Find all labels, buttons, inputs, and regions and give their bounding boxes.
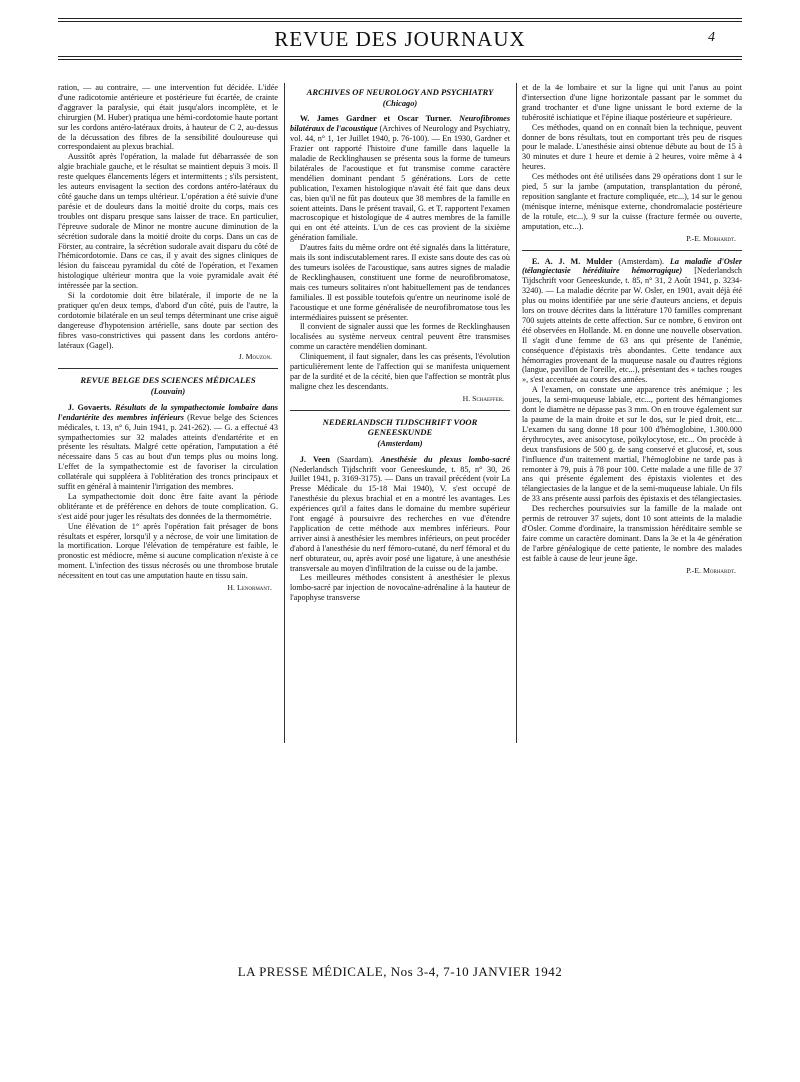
journal-title: ARCHIVES OF NEUROLOGY AND PSYCHIATRY [306, 87, 494, 97]
column-2 [290, 83, 510, 743]
journal-city: (Louvain) [150, 386, 186, 396]
paragraph: La sympathectomie doit donc être faite avant la période oblitérante et de préférence en dehors de toute complication. G. s'est aidé pour juger les résultats des données de la thermométrie. [58, 491, 278, 521]
author-signature: H. Schaeffer. [462, 393, 504, 403]
article-author: W. James Gardner et Oscar Turner. [299, 114, 452, 124]
article-body: (Nederlandsch Tijdschrift voor Geneeskunde, t. 85, n° 30, 26 Juillet 1941, p. 3169-3175). — Dans un travail précédent (voir La Presse Médicale du 15-18 Mai 1940), V. s'est occupé de l'anesthésie du plexus brachial et en a montré les avantages. Les expériences qu'il a faites dans le domaine du membre supérieur l'ont engagé à poursuivre des recherches en vue d'étendre l'application de cette méthode aux membres inférieurs. Pour arriver ainsi à anesthésier les membres inférieurs, on peut procéder d'abord à l'anesthésie du nerf fémoro-cutané, du nerf fémoral et du nerf obturateur, ou, après avoir posé une ligature, à une anesthésie transversale au moyen d'infiltration de la cuisse ou de la jambe. [290, 464, 510, 573]
column-1 [58, 83, 278, 743]
author-signature: J. Mouzon. [238, 352, 272, 362]
article-abstract [290, 114, 510, 243]
paragraph: Des recherches poursuivies sur la famille de la malade ont permis de retrouver 37 sujets, dont 10 sont atteints de la maladie d'Osler. Comme d'ordinaire, la transmission héréditaire semble se faire comme un caractère dominant. Dans la 3e et la 4e génération de l'arbre généalogique de cette patiente, le nombre des malades est faible à cause de leur jeune âge. [522, 504, 742, 563]
article-author: E. A. J. M. Mulder [531, 256, 613, 266]
column-divider [284, 83, 285, 743]
running-head: REVUE DES JOURNAUX [274, 27, 526, 51]
article-abstract [522, 257, 742, 386]
header-top-rule-2 [58, 21, 742, 22]
author-signature: H. Lenormant. [227, 583, 272, 593]
header-top-rule [58, 18, 742, 19]
section-divider [290, 410, 510, 411]
paragraph: Une élévation de 1° après l'opération fait présager de bons résultats et espérer, lorsqu'il y a nécrose, de voir une limitation de la mortification. Lorque l'élévation de température est faible, le pronostic est médiocre, même si aucune complication n'existe à ce moment. L'infection des tissus nécrosés ou une thrombose brutale nécessitent en tout cas une amputation haute en tissu sain. [58, 521, 278, 581]
paragraph: Ces méthodes ont été utilisées dans 29 opérations dont 1 sur le pied, 5 sur la jambe (amputation, transplantation du péroné, reposition sanglante et fracture compliquée, etc...), 14 sur le genou (ménisque interne, ménisque externe, chondromalacie postérieure de la rotule, etc...), 9 sur la cuisse (fracture fermée ou ouverte, amputation, etc...). [522, 172, 742, 231]
paragraph: D'autres faits du même ordre ont été signalés dans la littérature, mais ils sont indiscutablement rares. Il existe sans doute des cas où des tumeurs isolées de l'acoustique, sans autres signes de maladie de Recklinghausen, constituent une forme de neurofibromatose, mais ces tumeurs solitaires n'ont habituellement pas de tendances familiales. Il est possible toutefois qu'entre un neurinome isolé de l'acoustique et une forme généralisée de neurofibromatose tous les intermédiaires puissent se présenter. [290, 243, 510, 322]
header-bottom-rule [58, 56, 742, 57]
paragraph: et de la 4e lombaire et sur la ligne qui unit l'anus au point d'intersection d'une ligne horizontale passant par le sommet du grand trochanter et d'une ligne unissant le bord externe de la tubérosité ischiatique et l'épine iliaque postérieure et supérieure. [522, 83, 742, 122]
journal-title: REVUE BELGE DES SCIENCES MÉDICALES [80, 375, 256, 386]
paragraph: Si la cordotomie doit être bilatérale, il importe de ne la pratiquer qu'en deux temps, d'abord d'un côté, puis de l'autre, la cordotomie bilatérale en un seul temps déterminant une crise aiguë dangereuse d'hypotension artérielle, sans doute par section des fibres vaso-constrictives qui passent dans les cordons antéro-latéraux (Gagel). [58, 291, 278, 350]
paragraph: Aussitôt après l'opération, la malade fut débarrassée de son algie brachiale gauche, et le résultat se maintient depuis 3 mois. Il reste quelques élancements légers et intermittents ; s'ils persistent, les auteurs envisagent la section des cordons antéro-latéraux du côté gauche dans un temps ultérieur. L'opération a été suivie d'une parésie et de douleurs dans la moitié droite du corps, mais ces troubles ont disparu presque sans laisser de trace. En particulier, l'épreuve sudorale de Minor ne montre aucune diminution de la sécrétion sudorale dans la moitié droite du corps. Dans un cas de Förster, au contraire, la sécrétion sudorale avait disparu du côté de l'hémicordotomie. Dans ce cas, il y avait des signes cliniques de lésion du faisceau pyramidal du côté de l'opération, et l'examen histologique ultérieur montra que la voie pyramidale avait été intéressée par la section. [58, 152, 278, 291]
author-signature: P.-E. Morhardt. [686, 233, 736, 243]
article-abstract [290, 455, 510, 574]
paragraph: Il convient de signaler aussi que les formes de Recklinghausen localisées au système nerveux central peuvent être transmises comme un caractère mendélien dominant. [290, 322, 510, 352]
paragraph: Les meilleures méthodes consistent à anesthésier le plexus lombo-sacré par injection de novocaïne-adrénaline à la hauteur de l'apophyse transverse [290, 573, 510, 603]
article-author-location: (Amsterdam). [618, 256, 665, 266]
article-title: Neurofibromes bilatéraux de l'acoustique [290, 114, 510, 134]
paragraph: ration, — au contraire, — une intervention fut décidée. L'idée d'une radicotomie antérieure et postérieure fut écartée, de crainte d'aggraver la paralysie, qui était jusqu'alors incomplète, et le chirurgien (M. Huber) pratiqua une hémi-cordotomie haute portant sur les cordons antéro-latéraux droits, à hauteur de C 2, au-dessus de la décussation des fibres de la sensibilité douloureuse qui correspondaient au plexus brachial. [58, 83, 278, 152]
article-author: J. Govaerts. [67, 402, 112, 412]
paragraph: A l'examen, on constate une apparence très anémique ; les joues, la semi-muqueuse labiale, etc..., portent des hémangiomes dont le diamètre ne dépasse pas 3 mm. On en trouve également sur la paume de la main droite et sur le dos, sur le pied droit, etc... L'examen du sang donne 18 pour 100 d'hémoglobine, 1.300.000 érythrocytes, avec anisocytose, poïkylocytose, etc... On procède à deux transfusions de 500 g. de sang conservé et glucosé, et, sous l'influence d'un traitement martial, l'hémoglobine ne tarde pas à remonter à 79, puis à 78 pour 100. Cette malade a une fille de 37 ans qui présente également des épistaxis violentes et des télangiectasies de la langue et de la semi-muqueuse labiale. Un fils de 33 ans présente aussi parfois des épistaxis et des télangiectasies. [522, 385, 742, 504]
article-body: (Archives of Neurology and Psychiatry, vol. 44, n° 1, 1er Juillet 1940, p. 76-100). — En 1930, Gardner et Frazier ont rapporté l'histoire d'une famille dans laquelle la maladie de Recklinghausen se présenta sous la forme de tumeurs bilatérales de l'acoustique et fut transmise comme caractère mendélien dominant pendant 5 générations. Lors de cette publication, l'examen histologique n'avait été fait que dans deux cas, bien qu'il ne fût pas douteux que 38 membres de la famille en soient atteints. Dans le présent travail, G. et T. rapportent l'examen macroscopique et histologique de 4 autres membres de la famille qui en ont été atteints. L'un de ces cas provient de la sixième génération familiale. [290, 124, 510, 243]
article-title: La maladie d'Osler (télangiectasie héréditaire hémorragique) [522, 256, 742, 276]
section-divider [522, 250, 742, 251]
article-body: (Revue belge des Sciences médicales, t. 13, n° 6, Juin 1941, p. 241-262). — G. a effectué 43 sympathectomies sur 32 malades atteints d'endartérite et en présente les résultats. Malgré cette opération, l'amputation a été nécessaire dans 5 cas au bout d'un temps plus ou moins long. L'effet de la sympathectomie est de favoriser la circulation collatérale qui suppléera à l'oblitération des troncs principaux et suffit en général à maintenir l'irrigation des membres. [58, 412, 278, 492]
author-signature: P.-E. Morhardt. [686, 565, 736, 575]
column-divider [516, 83, 517, 743]
article-title: Anesthésie du plexus lombo-sacré [380, 454, 510, 464]
column-3 [522, 83, 742, 743]
page-footer: LA PRESSE MÉDICALE, Nos 3-4, 7-10 JANVIER 1942 [237, 964, 563, 979]
article-author-location: (Saardam). [337, 454, 374, 464]
article-columns [58, 83, 742, 743]
journal-title: NEDERLANDSCH TIJDSCHRIFT VOOR GENEESKUNDE [322, 416, 478, 438]
paragraph: Cliniquement, il faut signaler, dans les cas présents, l'évolution particulièrement lente de l'affection qui se manifesta uniquement par de la surdité et de la cécité, bien que l'affection se montrât plus maligne chez les descendants. [290, 352, 510, 391]
journal-city: (Amsterdam) [377, 438, 423, 448]
header-bottom-rule-2 [58, 59, 742, 60]
article-author: J. Veen [299, 454, 330, 464]
article-abstract [58, 403, 278, 492]
article-title: Résultats de la sympathectomie lombaire dans l'endartérite des membres inférieurs [58, 402, 278, 422]
paragraph: Ces méthodes, quand on en connaît bien la technique, peuvent donner de bons résultats, tout en comportant très peu de risques pour le malade. L'anesthésie ainsi obtenue débute au bout de 15 à 30 minutes et dure 1 heure et demie à 2 heures, voire même à 4 heures. [522, 122, 742, 172]
page-number: 4 [708, 30, 715, 45]
section-divider [58, 368, 278, 369]
journal-city: (Chicago) [382, 98, 418, 108]
article-body: [Nederlandsch Tijdschrift voor Geneeskunde, t. 85, n° 31, 2 Août 1941, p. 3234-3240). — La maladie décrite par W. Osler, en 1901, avait déjà été plus ou moins identifiée par une série d'auteurs anciens, et depuis lors on trouve décrites dans la littérature 170 familles comprenant 700 sujets atteints de cette affection. Sur ce nombre, 6 environ ont été observées en Hollande. M. en donne une nouvelle observation. Il s'agit d'une femme de 63 ans qui présente de l'anémie, conséquence d'épistaxis très abondantes. Cette tendance aux hémorragies provenant de la muqueuse nasale ou d'autres régions (langue, pavillon de l'oreille, etc...), présentant des « taches rouges », s'est accentuée au cours des années. [522, 266, 742, 385]
